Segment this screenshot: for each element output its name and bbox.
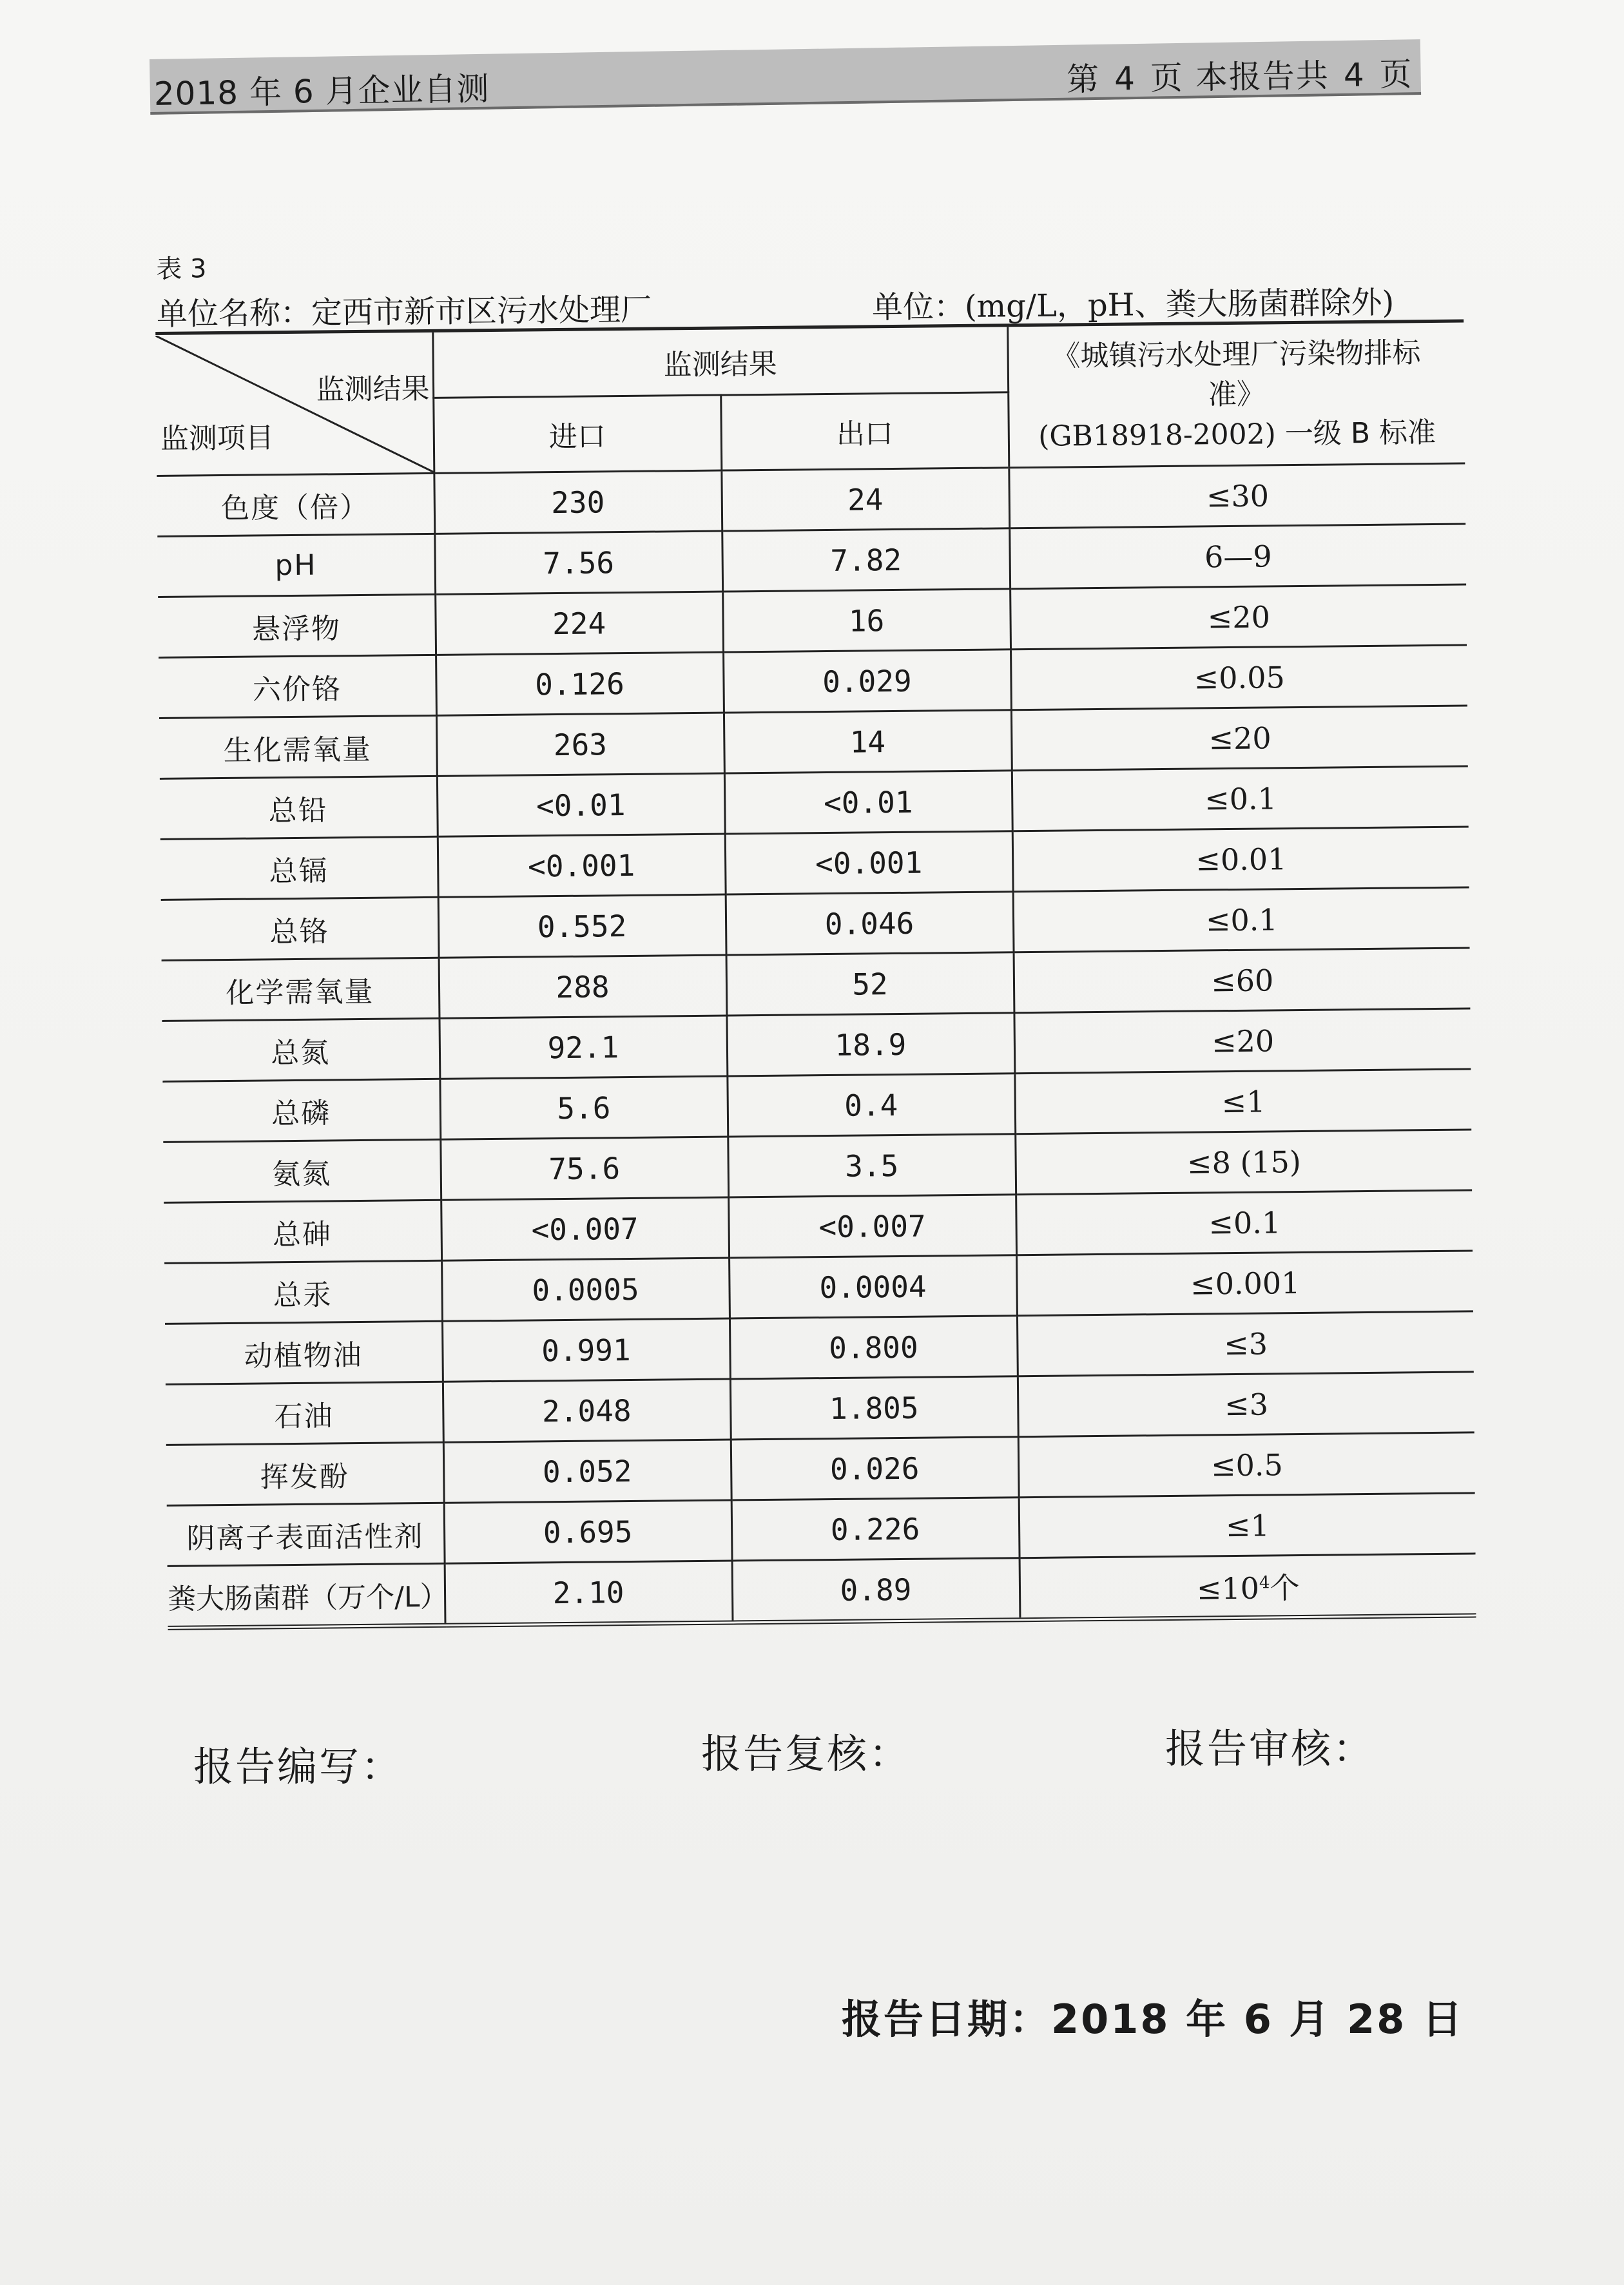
row-item: 阴离子表面活性剂: [167, 1503, 445, 1566]
row-outlet: 16: [722, 589, 1010, 652]
row-standard: ≤3: [1018, 1372, 1474, 1437]
signature-write-label: 报告编写：: [193, 1743, 403, 1790]
row-inlet: <0.01: [437, 773, 725, 836]
row-inlet: 0.991: [442, 1318, 730, 1382]
row-outlet: 0.026: [731, 1437, 1019, 1500]
row-standard: ≤20: [1010, 584, 1467, 650]
row-inlet: 0.552: [438, 894, 726, 958]
page-mid: 页 本报告共: [1150, 57, 1330, 97]
standard-exponent: 4: [1259, 1572, 1270, 1592]
inlet-header: 进口: [433, 395, 721, 473]
row-inlet: 0.695: [444, 1500, 732, 1563]
row-inlet: 230: [434, 470, 722, 534]
row-item: 氨氮: [163, 1139, 441, 1202]
row-standard: [1020, 1554, 1476, 1620]
row-item: 总磷: [162, 1079, 440, 1142]
table-row: [168, 1554, 1476, 1628]
page-total: 4: [1343, 56, 1366, 94]
row-outlet: 3.5: [728, 1134, 1016, 1197]
standard-base: ≤10: [1196, 1570, 1260, 1606]
row-standard: ≤0.1: [1016, 1190, 1473, 1255]
row-standard: ≤8 (15): [1015, 1130, 1472, 1195]
row-standard: ≤0.001: [1016, 1251, 1473, 1316]
page-indicator: [1067, 48, 1414, 100]
row-inlet: 263: [436, 713, 724, 776]
diagonal-header-cell: [155, 333, 434, 476]
results-table: [155, 323, 1476, 1630]
row-inlet: 92.1: [439, 1016, 727, 1079]
row-outlet: 0.226: [731, 1498, 1020, 1561]
row-standard: ≤30: [1009, 463, 1465, 528]
signature-approve-label: 报告审核：: [1165, 1725, 1375, 1772]
row-outlet: 7.82: [722, 528, 1010, 592]
row-inlet: 0.0005: [441, 1258, 730, 1321]
row-item: 总汞: [164, 1260, 442, 1324]
page-header: [150, 39, 1421, 115]
row-outlet: 1.805: [730, 1376, 1018, 1440]
row-inlet: <0.007: [441, 1197, 729, 1260]
row-outlet: <0.007: [728, 1195, 1016, 1258]
standard-level: 一级 B 标准: [1284, 416, 1436, 450]
report-date: 报告日期：2018 年 6 月 28 日: [842, 1996, 1464, 2043]
row-item: 挥发酚: [166, 1442, 444, 1505]
row-inlet: 75.6: [440, 1137, 728, 1200]
signature-review-label: 报告复核：: [701, 1730, 911, 1777]
results-group-header: 监测结果: [432, 327, 1008, 398]
row-item: 生化需氧量: [159, 715, 437, 778]
row-item: 总铅: [160, 776, 438, 839]
page-suffix: 页: [1379, 55, 1414, 94]
row-inlet: 0.126: [436, 652, 724, 715]
diag-header-items: 监测项目: [160, 421, 275, 456]
row-outlet: 0.4: [727, 1074, 1015, 1137]
row-outlet: 0.046: [726, 892, 1014, 955]
row-standard: ≤3: [1017, 1311, 1474, 1376]
row-outlet: <0.001: [725, 831, 1013, 894]
row-inlet: 7.56: [434, 531, 722, 594]
row-standard: ≤0.1: [1013, 887, 1470, 952]
page-prefix: 第: [1066, 60, 1101, 99]
row-item: pH: [157, 534, 435, 597]
row-inlet: 5.6: [440, 1076, 728, 1139]
row-item: 化学需氧量: [162, 958, 440, 1021]
row-outlet: 52: [726, 952, 1014, 1016]
unit-name: 单位名称：定西市新市区污水处理厂: [156, 291, 652, 333]
row-item: 总砷: [164, 1200, 441, 1263]
standard-unit: 个: [1270, 1570, 1300, 1605]
row-standard: ≤1: [1014, 1069, 1471, 1134]
row-outlet: 0.029: [723, 650, 1011, 713]
row-standard: ≤60: [1014, 948, 1471, 1013]
row-item: 悬浮物: [158, 594, 436, 657]
standard-title-line2: 准》: [1208, 377, 1266, 411]
header-title: 2018 年 6 月企业自测: [153, 70, 490, 113]
row-standard: ≤20: [1014, 1008, 1471, 1074]
row-item: 总氮: [162, 1018, 440, 1081]
standard-title-line1: 《城镇污水处理厂污染物排标: [1052, 336, 1421, 373]
row-inlet: 2.10: [445, 1561, 733, 1625]
page-current: 4: [1114, 59, 1137, 98]
row-standard: 6—9: [1009, 524, 1466, 589]
report-body: [155, 236, 1476, 1630]
row-outlet: 14: [724, 710, 1012, 773]
row-outlet: 0.89: [732, 1558, 1020, 1623]
row-item: 总铬: [161, 897, 439, 960]
diag-header-results: 监测结果: [316, 372, 430, 407]
row-standard: ≤1: [1019, 1493, 1476, 1558]
row-outlet: <0.01: [724, 771, 1012, 834]
row-outlet: 0.0004: [729, 1255, 1017, 1318]
row-outlet: 24: [721, 468, 1009, 531]
row-standard: ≤0.1: [1012, 766, 1469, 831]
table-caption: 表 3: [156, 254, 207, 284]
row-item: 色度（倍）: [157, 473, 434, 536]
row-inlet: 288: [439, 955, 727, 1018]
row-item: 总镉: [160, 836, 438, 900]
row-inlet: 2.048: [443, 1379, 731, 1442]
standard-header: [1007, 323, 1465, 468]
standard-code: (GB18918-2002): [1038, 417, 1277, 453]
row-outlet: 0.800: [730, 1316, 1018, 1379]
row-inlet: 0.052: [443, 1440, 731, 1503]
row-item: 动植物油: [165, 1321, 443, 1384]
row-item: 六价铬: [159, 655, 436, 718]
row-standard: ≤0.05: [1010, 645, 1467, 710]
row-standard: ≤0.5: [1018, 1432, 1475, 1498]
row-inlet: <0.001: [438, 834, 726, 897]
row-standard: ≤0.01: [1012, 827, 1469, 892]
row-standard: ≤20: [1011, 706, 1468, 771]
row-inlet: 224: [435, 592, 723, 655]
row-item: 石油: [166, 1382, 443, 1445]
unit-of-measure: 单位：(mg/L，pH、粪大肠菌群除外): [871, 284, 1395, 326]
outlet-header: 出口: [720, 392, 1009, 470]
row-item: 粪大肠菌群（万个/L）: [168, 1563, 445, 1628]
row-outlet: 18.9: [726, 1013, 1014, 1076]
